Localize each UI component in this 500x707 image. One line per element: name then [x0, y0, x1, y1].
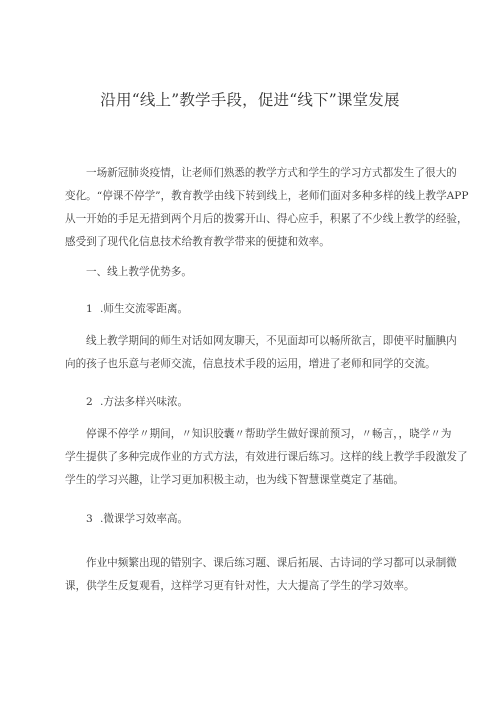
section-heading-1: 一、线上教学优势多。 [86, 266, 192, 278]
item-number: 2 [86, 396, 93, 408]
intro-line-2: 变化。“停课不停学”，教育教学由线下转到线上，老师们面对多种多样的线上教学APP [65, 190, 469, 202]
item2-line-3: 学生的学习兴趣，让学习更加积极主动，也为线下智慧课堂奠定了基础。 [65, 474, 404, 486]
item3-paragraph [65, 552, 457, 598]
item3-line-2: 课，供学生反复观看，这样学习更有针对性，大大提高了学生的学习效率。 [65, 580, 415, 592]
item2-line-2: 学生提供了多种完成作业的方式方法，有效进行课后练习。这样的线上教学手段激发了 [65, 451, 468, 463]
item1-line-2: 向的孩子也乐意与老师交流，信息技术手段的运用，增进了老师和同学的交流。 [65, 358, 436, 370]
item-heading-text: .微课学习效率高。 [100, 513, 189, 525]
intro-line-3: 从一开始的手足无措到两个月后的拨雾开山、得心应手，积累了不少线上教学的经验， [65, 213, 468, 225]
intro-paragraph [65, 162, 469, 254]
item2-line-1: 停课不停学〃期间，〃知识胶囊〃帮助学生做好课前预习，〃畅言，，晓学〃为 [86, 428, 452, 440]
intro-line-1: 一场新冠肺炎疫情，让老师们熟悉的教学方式和学生的学习方式都发生了很大的 [86, 167, 457, 179]
intro-line-4: 感受到了现代化信息技术给教育教学带来的便捷和效率。 [65, 236, 330, 248]
item1-line-1: 线上教学期间的师生对话如网友聊天，不见面却可以畅所欲言，即使平时腼腆内 [86, 335, 457, 347]
item-heading-2 [86, 392, 188, 412]
item-heading-1 [86, 299, 188, 319]
item2-paragraph [65, 423, 468, 492]
item1-paragraph [65, 330, 457, 376]
item-heading-text: .师生交流零距离。 [100, 303, 189, 315]
item-heading-text: .方法多样兴味浓。 [100, 396, 189, 408]
item-number: 1 [86, 303, 93, 315]
item-number: 3 [86, 513, 93, 525]
document-title: 沿用“线上”教学手段，促进“线下”课堂发展 [100, 91, 400, 109]
item3-line-1: 作业中频繁出现的错别字、课后练习题、课后拓展、古诗词的学习都可以录制微 [86, 557, 457, 569]
item-heading-3 [86, 509, 188, 529]
